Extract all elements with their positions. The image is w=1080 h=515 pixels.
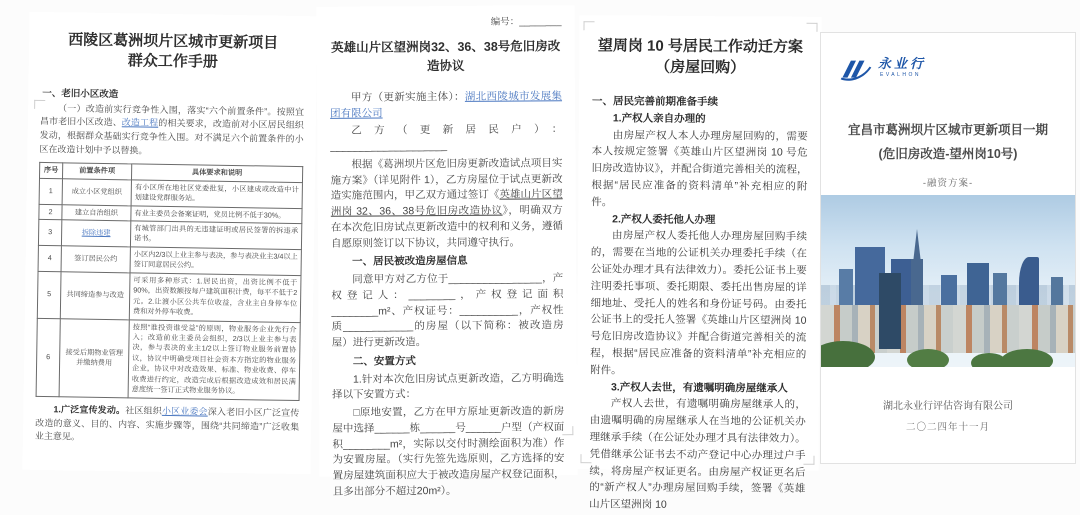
manual-title-line1: 西陵区葛洲坝片区城市更新项目 xyxy=(68,31,279,52)
manual-footer-text2: 深入老旧小区广泛宣传改造的意义、目的、内容、实施步骤等，围绕“共同缔造”广泛收集业主意见。 xyxy=(34,406,300,443)
agreement-number-label: 编号： xyxy=(490,16,520,28)
skyline-foreground-tower xyxy=(879,273,901,349)
row-desc: 可采用多种形式：1.居民出资，出资比例不低于90%，出资数额按每户建筑面积计费，每平不低于2元。2.让渡小区公共车位收益，含业主自身停车位费和对外停车收费。 xyxy=(129,273,301,322)
party-a-value[interactable]: 湖北西陵城市发展集团有限公司 xyxy=(330,89,563,120)
skyline-tree xyxy=(1001,349,1053,367)
manual-intro-link[interactable]: 改造工程 xyxy=(121,117,159,129)
manual-footer-lead: 1.广泛宣传发动。 xyxy=(53,403,126,415)
cover-company-name: 湖北永业行评估咨询有限公司 xyxy=(883,401,1013,412)
row-no: 2 xyxy=(39,204,62,220)
skyline-building xyxy=(1019,257,1039,309)
plan-title xyxy=(592,35,808,79)
agreement-heading-1: 一、居民被改造房屋信息 xyxy=(352,255,468,268)
plan-heading-1: 一、居民完善前期准备手续 xyxy=(591,95,719,109)
manual-footer-paragraph xyxy=(35,402,300,448)
skyline-building xyxy=(967,263,989,309)
plan-subheading-2: 2.产权人委托他人办理 xyxy=(612,212,716,226)
agreement-heading-2: 二、安置方式 xyxy=(352,354,416,368)
plan-paragraph-1: 由房屋产权人本人办理房屋回购的，需要本人按规定签署《英雄山片区望洲岗 10 号危旧房改造协议》，并配合街道完善相关的流程，根据“居民应准备的资料清单”补充相应的附件。 xyxy=(591,128,808,209)
table-row xyxy=(38,245,301,275)
text-boundary-mark xyxy=(803,456,814,465)
financing-cover-page xyxy=(820,32,1076,464)
skyline-building xyxy=(839,269,853,309)
text-boundary-mark xyxy=(580,454,591,463)
row-item: 签订居民公约 xyxy=(61,246,130,273)
party-b-label: 乙方（更新居民户）： xyxy=(351,123,563,137)
text-boundary-mark xyxy=(562,426,573,435)
agreement-number-blank[interactable]: ________ xyxy=(519,16,562,28)
table-row xyxy=(36,318,300,400)
logo-english-text: EVALHON xyxy=(880,72,922,78)
manual-title xyxy=(41,30,306,75)
row-no: 4 xyxy=(38,245,61,271)
table-row xyxy=(37,271,301,322)
agreement-paragraph-4: □原地安置，乙方在甲方原址更新改造的新房屋中选择______栋______号______户型（产权面积________m²，实际以交付时测绘面积为准）作为安置房屋。（实行先签先选原则，乙方选择的安置房屋建筑面积应大于被改造房屋产权登记面积，且多出部分不超过20m²）。 xyxy=(332,405,565,498)
plan-paragraph-3: 产权人去世，有遗嘱明确房屋继承人的，由遗嘱明确的房屋继承人在当地的公证机关办理继承手续（在公证处办理才具有法律效力）。凭借继承公证书去不动产登记中心办理过户手续，将房屋产权证更名。由房屋产权证更名后的“新产权人”办理房屋回购手续，签署《英雄山片区望洲岗 10 xyxy=(589,397,806,511)
manual-footer-link[interactable]: 小区业委会 xyxy=(161,405,208,417)
text-boundary-mark xyxy=(806,23,817,32)
party-b-line xyxy=(330,122,562,155)
row-desc: 有小区所在地社区党委批复，小区建成或改造中计划建设党群服务站。 xyxy=(131,180,302,209)
row-no: 5 xyxy=(37,271,61,318)
skyline-building xyxy=(993,273,1007,309)
logo-chinese-text: 永业行 xyxy=(878,56,927,71)
logo-text-block xyxy=(873,57,926,78)
cover-title xyxy=(821,119,1075,167)
manual-intro-text2: 的相关要求，改造前对小区居民组织发动，根据群众基础实行竞争性入围。对不满足六个前置条件的小区在改造计划中予以替换。 xyxy=(39,118,304,156)
manual-page xyxy=(22,12,317,474)
col-header-desc: 具体要求和说明 xyxy=(131,164,302,182)
agreement-paragraph-2: 同意甲方对乙方位于________________，产权登记人：________，产权登记面积________m²、产权证号：__________，产权性质____________的房屋（以下简称：被改造房屋）进行更新改造。 xyxy=(331,272,564,349)
manual-title-line2: 群众工作手册 xyxy=(127,52,218,71)
row-desc: 小区内2/3以上业主参与表决，参与表决业主3/4以上签订同意居民公约。 xyxy=(130,247,301,276)
row-desc: 按照“谁投资谁受益”的原则，物业服务企业先行介入；改造前业主委员会组织，2/3以上业主参与表决，参与表决的业主1/2以上签订物业服务前置协议，协议中明确受项目社会资本方指定的物业服务企业，协议中对改造效果、标准、物业收费、停车收费进行约定，改造完成后根据改造成效和居民满意度统一签订正式物业服务协议。 xyxy=(128,319,300,400)
cover-title-line2: (危旧房改造-望州岗10号) xyxy=(878,146,1018,161)
skyline-building xyxy=(911,259,923,309)
row-desc: 有城管部门出具的无违建证明或居民签署的拆违承诺书。 xyxy=(130,221,301,250)
agreement-paragraph-3: 1.针对本次危旧房试点更新改造，乙方明确选择以下安置方式： xyxy=(332,371,564,402)
agreement-page xyxy=(316,5,577,498)
plan-paragraph-2: 由房屋产权人委托他人办理房屋回购手续的，需要在当地的公证机关办理委托手续（在公证处办理才具有法律效力）。委托公证书上要注明委托事项、委托期限、委托出售房屋的详细地址、受托人的姓名和身份证号码。由委托公证书上的受托人签署《英雄山片区望洲岗 10 号危旧房改造协议》并配合街道完善相关的流程，根据“居民应准备的资料清单”补充相应的附件。 xyxy=(590,229,808,377)
row-no: 6 xyxy=(36,318,60,396)
row-desc: 有业主委员会备案证明，党员比例不低于30%。 xyxy=(131,205,302,223)
agreement-p1-text2: 》，明确双方在本次危旧房试点更新改造中的权利和义务，遵循自愿原则签订以下协议，共同遵守执行。 xyxy=(330,204,563,250)
skyline-spire xyxy=(913,229,921,263)
text-boundary-mark xyxy=(583,21,594,30)
agreement-p1-underlined: 英雄山片区望洲岗 32、36、38号危旧房改造协议 xyxy=(330,188,563,218)
plan-subheading-1: 1.产权人亲自办理的 xyxy=(612,112,706,125)
agreement-title: 英雄山片区望洲岗32、36、38号危旧房改造协议 xyxy=(330,39,561,74)
party-a-label: 甲方（更新实施主体）： xyxy=(350,90,465,104)
row-item: 共同缔造参与改造 xyxy=(60,272,130,320)
yongyehang-logo-mark xyxy=(839,57,873,83)
plan-title-line1: 望周岗 10 号居民工作动迁方案 xyxy=(597,37,803,56)
row-no: 1 xyxy=(39,178,62,204)
plan-title-line2: （房屋回购） xyxy=(655,58,746,77)
manual-footer-text: 社区组织 xyxy=(125,404,163,416)
row-no: 3 xyxy=(38,219,61,245)
row-item: 接受后期物业管理并缴纳费用 xyxy=(59,318,129,397)
cover-subtitle: -融资方案- xyxy=(922,178,974,189)
row-item: 建立自治组织 xyxy=(62,204,131,221)
agreement-number-line xyxy=(329,15,561,31)
skyline-building xyxy=(941,275,957,309)
precondition-table xyxy=(36,162,304,400)
manual-intro-text: （一）改造前实行竞争性入围，落实“六个前置条件”。按照宜昌市老旧小区改造、 xyxy=(39,102,305,128)
manual-intro-paragraph xyxy=(39,101,304,161)
agreement-paragraph-1 xyxy=(330,156,563,252)
row-item: 成立小区党组织 xyxy=(62,178,131,205)
manual-section-heading: 一、老旧小区改造 xyxy=(42,87,119,100)
cover-date: 二〇二四年十一月 xyxy=(905,422,990,433)
row-item-link[interactable]: 拆除违建 xyxy=(61,220,130,247)
city-skyline-image xyxy=(821,195,1075,367)
relocation-plan-page xyxy=(576,15,821,511)
col-header-item: 前置条件项 xyxy=(63,163,132,180)
col-header-no: 序号 xyxy=(40,163,63,179)
party-a-line xyxy=(330,89,562,122)
yongyehang-logo xyxy=(839,57,926,83)
cover-title-line1: 宜昌市葛洲坝片区城市更新项目一期 xyxy=(847,123,1048,137)
text-boundary-mark xyxy=(34,100,45,109)
plan-subheading-3: 3.产权人去世，有遗嘱明确房屋继承人 xyxy=(610,380,788,395)
agreement-p1-text: 根据《葛洲坝片区危旧房更新改造试点项目实施方案》（详见附件 1），乙方房屋位于试点更新改造实施范围内，甲乙双方通过签订《 xyxy=(330,156,563,203)
party-b-blank[interactable]: ____________________ xyxy=(330,139,448,153)
skyline-tree xyxy=(907,349,949,367)
